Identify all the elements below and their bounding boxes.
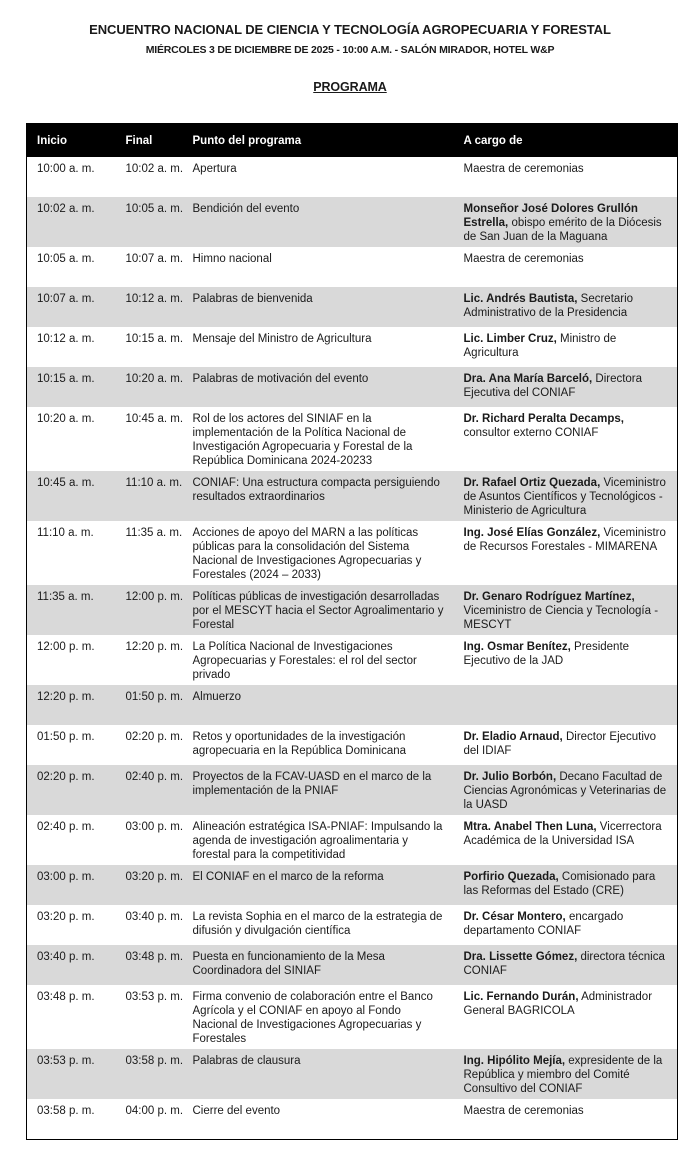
cell-punto: Políticas públicas de investigación desarrolladas por el MESCYT hacia el Sector Agroalimentario y Forestal <box>183 585 454 635</box>
cell-a-cargo-de: Porfirio Quezada, Comisionado para las Reformas del Estado (CRE) <box>454 865 678 905</box>
cell-inicio: 02:20 p. m. <box>27 765 116 815</box>
cell-final: 03:00 p. m. <box>125 821 184 833</box>
cargo-person-name: Porfirio Quezada, <box>463 871 559 883</box>
table-row <box>27 765 678 815</box>
cell-inicio: 01:50 p. m. <box>37 731 95 743</box>
cell-inicio: 12:00 p. m. <box>37 641 95 653</box>
column-header-inicio: Inicio <box>27 124 116 158</box>
table-row <box>27 725 678 765</box>
table-row <box>27 685 678 725</box>
cell-inicio: 10:12 a. m. <box>37 333 95 345</box>
cell-punto: Almuerzo <box>183 685 454 725</box>
cell-inicio: 10:02 a. m. <box>27 197 116 247</box>
cell-a-cargo-de: Ing. Hipólito Mejía, expresidente de la República y miembro del Comité Consultivo del CONIAF <box>454 1049 678 1099</box>
cell-a-cargo-de: Maestra de ceremonias <box>463 253 584 265</box>
table-row <box>27 985 678 1049</box>
cell-a-cargo-de: Monseñor José Dolores Grullón Estrella, obispo emérito de la Diócesis de San Juan de la Maguana <box>454 197 678 247</box>
cell-inicio: 11:10 a. m. <box>37 527 94 539</box>
cell-final: 12:20 p. m. <box>125 641 184 653</box>
cell-final: 10:45 a. m. <box>125 413 184 425</box>
cargo-person-name: Dr. César Montero, <box>463 911 566 923</box>
cell-a-cargo-de: Mtra. Anabel Then Luna, Vicerrectora Académica de la Universidad ISA <box>463 821 662 847</box>
program-table-body <box>27 157 678 1139</box>
table-row <box>27 197 678 247</box>
cargo-person-name: Dr. Julio Borbón, <box>463 771 557 783</box>
cell-punto: Firma convenio de colaboración entre el Banco Agrícola y el CONIAF en apoyo al Fondo Nacional de Investigaciones Agropecuarias y Forestales <box>192 991 433 1045</box>
cell-inicio: 10:20 a. m. <box>37 413 95 425</box>
cell-punto: La revista Sophia en el marco de la estrategia de difusión y divulgación científica <box>192 911 443 937</box>
cargo-person-name: Ing. Osmar Benítez, <box>463 641 571 653</box>
cargo-person-name: Mtra. Anabel Then Luna, <box>463 821 597 833</box>
cell-punto: Proyectos de la FCAV-UASD en el marco de la implementación de la PNIAF <box>183 765 454 815</box>
cell-punto: Himno nacional <box>192 253 272 265</box>
header-row <box>27 124 678 158</box>
table-row <box>27 407 678 471</box>
table-row <box>27 1099 678 1139</box>
cargo-person-name: Ing. José Elías González, <box>463 527 601 539</box>
cargo-person-name: Dr. Eladio Arnaud, <box>463 731 563 743</box>
cell-final: 10:07 a. m. <box>125 253 184 265</box>
cargo-person-name: Monseñor José Dolores Grullón Estrella, <box>463 203 638 229</box>
cargo-person-name: Ing. Hipólito Mejía, <box>463 1055 566 1067</box>
program-table <box>26 123 678 1140</box>
cargo-person-name: Dr. Richard Peralta Decamps, <box>463 413 624 425</box>
document-header <box>0 0 700 96</box>
cell-punto: Rol de los actores del SINIAF en la implementación de la Política Nacional de Investigación Agropecuaria y Forestal de la República Dominicana 2024-20233 <box>192 413 413 467</box>
cell-inicio: 12:20 p. m. <box>27 685 116 725</box>
cell-final: 10:02 a. m. <box>125 163 184 175</box>
cargo-person-name: Lic. Andrés Bautista, <box>463 293 578 305</box>
cell-final: 11:35 a. m. <box>125 527 183 539</box>
cell-inicio: 03:00 p. m. <box>27 865 116 905</box>
cargo-person-name: Dr. Genaro Rodríguez Martínez, <box>463 591 635 603</box>
cell-a-cargo-de: Lic. Andrés Bautista, Secretario Administrativo de la Presidencia <box>454 287 678 327</box>
cell-punto: Cierre del evento <box>192 1105 281 1117</box>
cell-a-cargo-de: Lic. Fernando Durán, Administrador General BAGRICOLA <box>463 991 653 1017</box>
cell-punto: Palabras de motivación del evento <box>183 367 454 407</box>
cell-punto: Mensaje del Ministro de Agricultura <box>192 333 372 345</box>
table-row <box>27 815 678 865</box>
cargo-person-name: Dra. Lissette Gómez, <box>463 951 578 963</box>
cell-punto: El CONIAF en el marco de la reforma <box>183 865 454 905</box>
column-header-a-cargo-de: A cargo de <box>454 124 678 158</box>
cell-punto: Apertura <box>192 163 237 175</box>
cell-a-cargo-de: Maestra de ceremonias <box>463 1105 584 1117</box>
cell-a-cargo-de <box>454 685 678 725</box>
cell-a-cargo-de: Dr. Rafael Ortiz Quezada, Viceministro de Asuntos Científicos y Tecnológicos - Ministerio de Agricultura <box>454 471 678 521</box>
cell-a-cargo-de: Maestra de ceremonias <box>463 163 584 175</box>
cell-final: 10:12 a. m. <box>116 287 183 327</box>
column-header-final: Final <box>116 124 183 158</box>
cell-a-cargo-de: Dr. Eladio Arnaud, Director Ejecutivo del IDIAF <box>463 731 657 757</box>
cell-final: 03:48 p. m. <box>116 945 183 985</box>
cell-inicio: 10:07 a. m. <box>27 287 116 327</box>
table-row <box>27 521 678 585</box>
cell-punto: Alineación estratégica ISA-PNIAF: Impulsando la agenda de investigación agroalimentaria y forestal para la competitividad <box>192 821 443 861</box>
cell-inicio: 02:40 p. m. <box>37 821 95 833</box>
cell-inicio: 11:35 a. m. <box>27 585 116 635</box>
program-table-header <box>27 124 678 158</box>
cell-inicio: 03:53 p. m. <box>27 1049 116 1099</box>
table-row <box>27 1049 678 1099</box>
cargo-person-name: Lic. Limber Cruz, <box>463 333 557 345</box>
table-row <box>27 585 678 635</box>
cell-inicio: 03:40 p. m. <box>27 945 116 985</box>
table-row <box>27 157 678 197</box>
table-row <box>27 287 678 327</box>
cell-a-cargo-de: Dra. Ana María Barceló, Directora Ejecutiva del CONIAF <box>454 367 678 407</box>
cell-final: 02:40 p. m. <box>116 765 183 815</box>
table-row <box>27 905 678 945</box>
cargo-person-name: Dra. Ana María Barceló, <box>463 373 593 385</box>
cell-final: 10:15 a. m. <box>125 333 184 345</box>
cargo-person-name: Dr. Rafael Ortiz Quezada, <box>463 477 601 489</box>
cell-punto: Retos y oportunidades de la investigación agropecuaria en la República Dominicana <box>192 731 407 757</box>
cell-punto: CONIAF: Una estructura compacta persiguiendo resultados extraordinarios <box>183 471 454 521</box>
cell-a-cargo-de: Lic. Limber Cruz, Ministro de Agricultura <box>463 333 617 359</box>
cell-punto: Palabras de bienvenida <box>183 287 454 327</box>
cell-punto: Bendición del evento <box>183 197 454 247</box>
column-header-punto: Punto del programa <box>183 124 454 158</box>
page-title: ENCUENTRO NACIONAL DE CIENCIA Y TECNOLOGÍA AGROPECUARIA Y FORESTAL <box>89 22 611 37</box>
cell-final: 11:10 a. m. <box>116 471 183 521</box>
table-row <box>27 247 678 287</box>
cell-final: 03:53 p. m. <box>125 991 184 1003</box>
cell-inicio: 10:05 a. m. <box>37 253 95 265</box>
cell-punto: Puesta en funcionamiento de la Mesa Coordinadora del SINIAF <box>183 945 454 985</box>
table-row <box>27 327 678 367</box>
cell-punto: Acciones de apoyo del MARN a las políticas públicas para la consolidación del Sistema Nacional de Investigaciones Agropecuarias y Forestales (2024 – 2033) <box>192 527 422 581</box>
cargo-person-name: Lic. Fernando Durán, <box>463 991 579 1003</box>
cell-inicio: 03:48 p. m. <box>37 991 95 1003</box>
cell-punto: Palabras de clausura <box>183 1049 454 1099</box>
cell-final: 01:50 p. m. <box>116 685 183 725</box>
cell-final: 12:00 p. m. <box>116 585 183 635</box>
event-date-location: MIÉRCOLES 3 DE DICIEMBRE DE 2025 - 10:00 A.M. - SALÓN MIRADOR, HOTEL W&P <box>145 44 555 56</box>
table-row <box>27 471 678 521</box>
cell-a-cargo-de: Dr. Julio Borbón, Decano Facultad de Ciencias Agronómicas y Veterinarias de la UASD <box>454 765 678 815</box>
cell-inicio: 10:15 a. m. <box>27 367 116 407</box>
cell-a-cargo-de: Dr. César Montero, encargado departamento CONIAF <box>463 911 624 937</box>
table-row <box>27 635 678 685</box>
program-heading: PROGRAMA <box>313 80 387 94</box>
cell-a-cargo-de: Dr. Genaro Rodríguez Martínez, Viceministro de Ciencia y Tecnología - MESCYT <box>454 585 678 635</box>
cell-inicio: 10:45 a. m. <box>27 471 116 521</box>
cell-final: 04:00 p. m. <box>125 1105 184 1117</box>
cell-a-cargo-de: Dra. Lissette Gómez, directora técnica CONIAF <box>454 945 678 985</box>
cell-a-cargo-de: Ing. José Elías González, Viceministro de Recursos Forestales - MIMARENA <box>463 527 666 553</box>
cell-final: 03:58 p. m. <box>116 1049 183 1099</box>
cell-inicio: 10:00 a. m. <box>37 163 95 175</box>
cell-a-cargo-de: Ing. Osmar Benítez, Presidente Ejecutivo de la JAD <box>463 641 630 667</box>
cell-final: 02:20 p. m. <box>125 731 184 743</box>
cell-punto: La Política Nacional de Investigaciones Agropecuarias y Forestales: el rol del sector privado <box>192 641 417 681</box>
cell-final: 10:05 a. m. <box>116 197 183 247</box>
cell-final: 03:40 p. m. <box>125 911 184 923</box>
cell-inicio: 03:58 p. m. <box>37 1105 95 1117</box>
table-row <box>27 367 678 407</box>
cell-final: 03:20 p. m. <box>116 865 183 905</box>
table-row <box>27 945 678 985</box>
cell-inicio: 03:20 p. m. <box>37 911 95 923</box>
cell-a-cargo-de: Dr. Richard Peralta Decamps, consultor externo CONIAF <box>463 413 624 439</box>
table-row <box>27 865 678 905</box>
cell-final: 10:20 a. m. <box>116 367 183 407</box>
